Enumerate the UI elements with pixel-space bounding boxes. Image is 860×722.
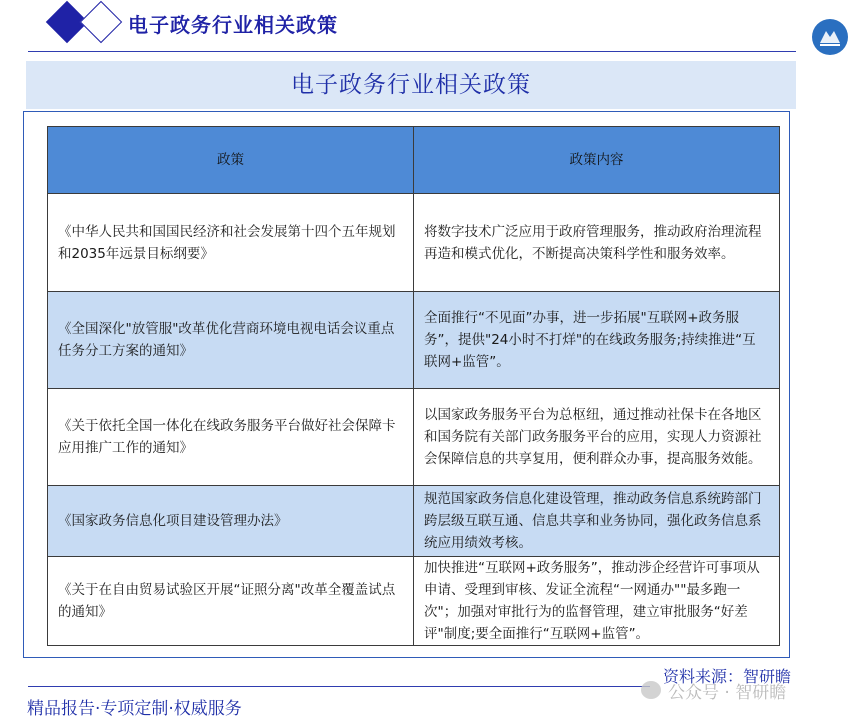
diamond-outline-icon xyxy=(80,1,122,43)
source-note: 资料来源：智研瞻 xyxy=(663,667,792,686)
footer-divider xyxy=(28,686,650,687)
table-row xyxy=(48,557,780,646)
policy-content: 加快推进“互联网+政务服务”，推动涉企经营许可事项从申请、受理到审核、发证全流程“一网通办""最多跑一次"；加强对审批行为的监督管理，建立审批服务“好差评"制度;要全面推行“互联网+监管”。 xyxy=(414,557,780,646)
table-row xyxy=(48,486,780,557)
policy-table xyxy=(47,126,780,646)
policy-name: 《关于在自由贸易试验区开展“证照分离"改革全覆盖试点的通知》 xyxy=(48,557,414,646)
wechat-icon xyxy=(641,681,661,699)
watermark: 公众号 · 智研瞻 xyxy=(668,683,787,703)
table-row xyxy=(48,389,780,486)
policy-content: 将数字技术广泛应用于政府管理服务，推动政府治理流程再造和模式优化，不断提高决策科学性和服务效率。 xyxy=(414,194,780,292)
policy-name: 《中华人民共和国国民经济和社会发展第十四个五年规划和2035年远景目标纲要》 xyxy=(48,194,414,292)
policy-name: 《全国深化"放管服"改革优化营商环境电视电话会议重点任务分工方案的通知》 xyxy=(48,292,414,389)
table-row xyxy=(48,194,780,292)
policy-name: 《关于依托全国一体化在线政务服务平台做好社会保障卡应用推广工作的通知》 xyxy=(48,389,414,486)
policy-content: 以国家政务服务平台为总枢纽，通过推动社保卡在各地区和国务院有关部门政务服务平台的应用，实现人力资源社会保障信息的共享复用，便利群众办事，提高服务效能。 xyxy=(414,389,780,486)
policy-content: 规范国家政务信息化建设管理，推动政务信息系统跨部门跨层级互联互通、信息共享和业务协同，强化政务信息系统应用绩效考核。 xyxy=(414,486,780,557)
page-title: 电子政务行业相关政策 xyxy=(291,72,531,98)
column-header-policy: 政策 xyxy=(48,127,414,194)
policy-name: 《国家政务信息化项目建设管理办法》 xyxy=(48,486,414,557)
company-logo-icon xyxy=(812,19,848,55)
table-row xyxy=(48,292,780,389)
header-title: 电子政务行业相关政策 xyxy=(128,13,338,37)
column-header-content: 政策内容 xyxy=(414,127,780,194)
policy-content: 全面推行“不见面”办事，进一步拓展"互联网+政务服务”，提供"24小时不打烊"的在线政务服务;持续推进“互联网+监管”。 xyxy=(414,292,780,389)
table-header-row xyxy=(48,127,780,194)
footer-tagline: 精品报告·专项定制·权威服务 xyxy=(27,699,242,719)
header-divider xyxy=(28,51,796,52)
